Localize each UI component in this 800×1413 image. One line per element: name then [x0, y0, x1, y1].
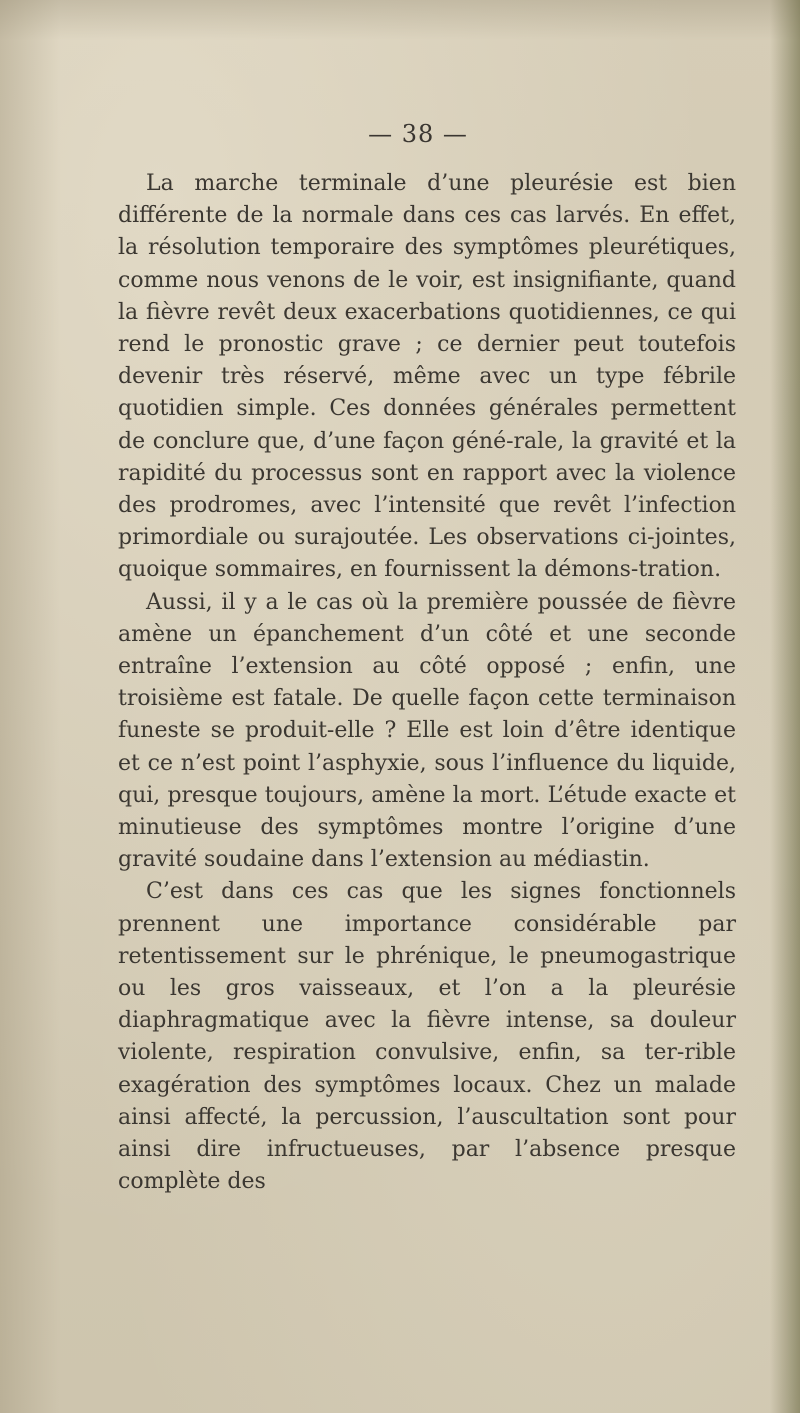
- paragraph: Aussi, il y a le cas où la première poussée de fièvre amène un épanchement d’un côté et une seconde entraîne l’extension au côté opposé ; enfin, une troisième est fatale. De quelle façon cette terminaison funeste se produit-elle ? Elle est loin d’être identique et ce n’est point l’asphyxie, sous l’influence du liquide, qui, presque toujours, amène la mort. L’étude exacte et minutieuse des symptômes montre l’origine d’une gravité soudaine dans l’extension au médiastin.: [118, 589, 736, 873]
- page-edge-shadow-top: [0, 0, 800, 40]
- page-edge-shadow-right: [770, 0, 800, 1413]
- page-edge-shadow-left: [0, 0, 60, 1413]
- body-text: [118, 168, 736, 1199]
- page-number: — 38 —: [368, 120, 468, 148]
- paragraph: La marche terminale d’une pleurésie est bien différente de la normale dans ces cas larvés. En effet, la résolution temporaire des symptômes pleurétiques, comme nous venons de le voir, est insignifiante, quand la fièvre revêt deux exacerbations quotidiennes, ce qui rend le pronostic grave ; ce dernier peut toutefois devenir très réservé, même avec un type fébrile quotidien simple. Ces données générales permettent de conclure que, d’une façon géné-rale, la gravité et la rapidité du processus sont en rapport avec la violence des prodromes, avec l’intensité que revêt l’infection primordiale ou surajoutée. Les observations ci-jointes, quoique sommaires, en fournissent la démons-tration.: [118, 171, 736, 583]
- paragraph: C’est dans ces cas que les signes fonctionnels prennent une importance considérable par retentissement sur le phrénique, le pneumogastrique ou les gros vaisseaux, et l’on a la pleurésie diaphragmatique avec la fièvre intense, sa douleur violente, respiration convulsive, enfin, sa ter-rible exagération des symptômes locaux. Chez un malade ainsi affecté, la percussion, l’auscultation sont pour ainsi dire infructueuses, par l’absence presque complète des: [118, 879, 736, 1195]
